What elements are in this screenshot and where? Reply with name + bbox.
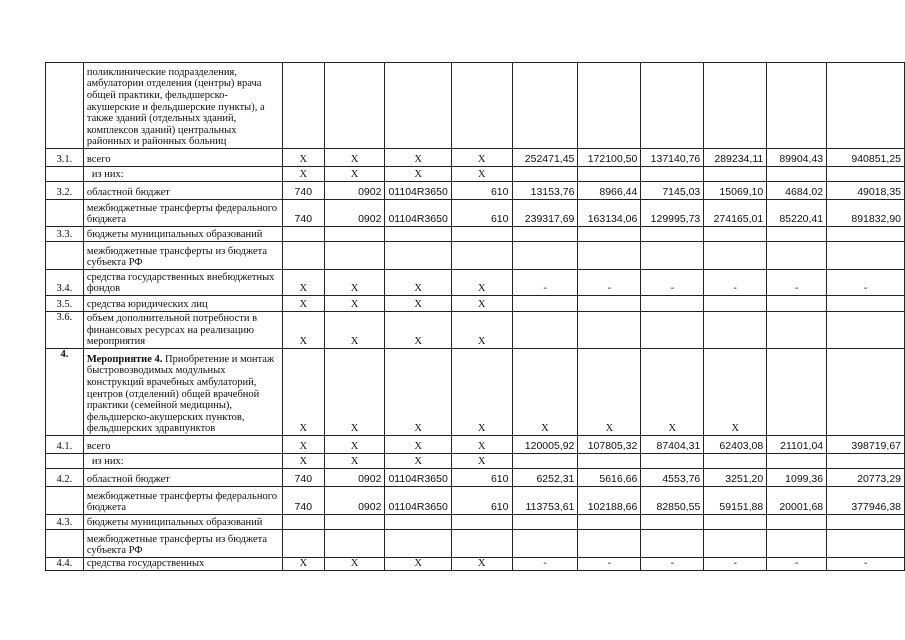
row-description: межбюджетные трансферты федерального бюджета (83, 200, 282, 227)
cell-grbs: Х (282, 296, 324, 312)
row-description: из них: (83, 454, 282, 469)
cell (385, 242, 451, 270)
cell (641, 296, 704, 312)
cell-value: 21101,04 (767, 436, 827, 454)
cell (641, 227, 704, 242)
measure-title: Мероприятие 4. (86, 353, 163, 365)
row-description: всего (83, 436, 282, 454)
cell-value: 15069,10 (704, 182, 767, 200)
table-row (46, 167, 905, 182)
row-description: областной бюджет (83, 182, 282, 200)
row-description: средства государственных (83, 558, 282, 571)
cell (385, 63, 451, 149)
cell-value: 129995,73 (641, 200, 704, 227)
cell-csr: 01104R3650 (385, 469, 451, 487)
cell-rzpr: 0902 (324, 200, 385, 227)
table-row (46, 454, 905, 469)
cell-csr: Х (385, 270, 451, 296)
cell (578, 296, 641, 312)
cell (282, 227, 324, 242)
cell (827, 242, 905, 270)
cell-value: Х (641, 349, 704, 436)
cell-value: 20001,68 (767, 487, 827, 515)
cell (578, 312, 641, 349)
row-description: межбюджетные трансферты из бюджета субъекта РФ (83, 530, 282, 558)
cell-value: Х (578, 349, 641, 436)
cell (578, 530, 641, 558)
cell (578, 242, 641, 270)
cell (282, 63, 324, 149)
table-row (46, 312, 905, 349)
cell (578, 167, 641, 182)
row-description: бюджеты муниципальных образований (83, 515, 282, 530)
cell (512, 242, 578, 270)
table-row (46, 436, 905, 454)
row-description: поликлинические подразделения, амбулатории отделения (центры) врача общей практики, фельдшерско-акушерские и фельдшерские пункты), а также зданий (отдельных зданий, комплексов зданий) центральных районных и районных больниц (83, 63, 282, 149)
cell-vr: 610 (451, 182, 512, 200)
cell-value: 62403,08 (704, 436, 767, 454)
cell-vr: Х (451, 270, 512, 296)
cell-value: 239317,69 (512, 200, 578, 227)
cell (324, 227, 385, 242)
table-row (46, 149, 905, 167)
row-number: 3.2. (46, 182, 84, 200)
cell-value: Х (704, 349, 767, 436)
cell (451, 227, 512, 242)
cell-grbs: Х (282, 454, 324, 469)
table-row (46, 558, 905, 571)
cell (512, 63, 578, 149)
cell-value: - (512, 558, 578, 571)
cell (827, 167, 905, 182)
cell (827, 296, 905, 312)
table-row (46, 182, 905, 200)
cell-value: 107805,32 (578, 436, 641, 454)
cell-value: 377946,38 (827, 487, 905, 515)
row-number: 3.5. (46, 296, 84, 312)
row-number (46, 200, 84, 227)
cell-vr: Х (451, 167, 512, 182)
row-number (46, 454, 84, 469)
cell-value: 5616,66 (578, 469, 641, 487)
cell-value: - (704, 270, 767, 296)
cell (827, 454, 905, 469)
cell-csr: Х (385, 149, 451, 167)
cell-value: 82850,55 (641, 487, 704, 515)
cell (704, 530, 767, 558)
cell-value: 6252,31 (512, 469, 578, 487)
cell-value: - (641, 558, 704, 571)
cell-vr: Х (451, 312, 512, 349)
cell (641, 63, 704, 149)
cell-vr: 610 (451, 469, 512, 487)
cell (578, 454, 641, 469)
cell (324, 530, 385, 558)
table-row (46, 530, 905, 558)
cell (578, 227, 641, 242)
cell-vr: Х (451, 349, 512, 436)
cell (282, 530, 324, 558)
cell (767, 454, 827, 469)
cell-grbs: Х (282, 436, 324, 454)
row-number (46, 487, 84, 515)
cell-value: 252471,45 (512, 149, 578, 167)
cell (324, 63, 385, 149)
row-number (46, 167, 84, 182)
row-description: объем дополнительной потребности в финансовых ресурсах на реализацию мероприятия (83, 312, 282, 349)
cell (704, 227, 767, 242)
cell (767, 242, 827, 270)
cell-csr: 01104R3650 (385, 200, 451, 227)
cell-value: - (767, 558, 827, 571)
cell-value: 13153,76 (512, 182, 578, 200)
cell-rzpr: Х (324, 296, 385, 312)
cell-vr: Х (451, 436, 512, 454)
cell (282, 242, 324, 270)
table-row (46, 270, 905, 296)
cell-csr: Х (385, 349, 451, 436)
cell (641, 530, 704, 558)
cell-rzpr: Х (324, 436, 385, 454)
row-number (46, 63, 84, 149)
cell-rzpr: Х (324, 454, 385, 469)
cell-csr: Х (385, 454, 451, 469)
cell-value: 8966,44 (578, 182, 641, 200)
cell-value: 87404,31 (641, 436, 704, 454)
cell (704, 242, 767, 270)
cell (512, 227, 578, 242)
cell (282, 515, 324, 530)
table-row (46, 227, 905, 242)
cell (704, 515, 767, 530)
cell-grbs: 740 (282, 182, 324, 200)
row-description: из них: (83, 167, 282, 182)
cell-grbs: Х (282, 349, 324, 436)
cell-value: 891832,90 (827, 200, 905, 227)
cell-value: Х (512, 349, 578, 436)
cell-rzpr: Х (324, 167, 385, 182)
cell-grbs: 740 (282, 469, 324, 487)
cell (385, 530, 451, 558)
cell (512, 167, 578, 182)
row-description: средства юридических лиц (83, 296, 282, 312)
cell-value: 89904,43 (767, 149, 827, 167)
row-number: 4. (46, 349, 84, 436)
row-description: областной бюджет (83, 469, 282, 487)
cell-vr: Х (451, 558, 512, 571)
cell (767, 296, 827, 312)
row-number: 4.1. (46, 436, 84, 454)
cell-csr: Х (385, 296, 451, 312)
row-description: средства государственных внебюджетных фондов (83, 270, 282, 296)
table-row (46, 63, 905, 149)
table-row (46, 200, 905, 227)
cell (512, 515, 578, 530)
cell (324, 242, 385, 270)
cell-value: 289234,11 (704, 149, 767, 167)
cell-value: 163134,06 (578, 200, 641, 227)
cell-grbs: Х (282, 558, 324, 571)
cell-value: - (641, 270, 704, 296)
row-number: 3.1. (46, 149, 84, 167)
cell (451, 530, 512, 558)
row-description: межбюджетные трансферты федерального бюджета (83, 487, 282, 515)
cell-grbs: Х (282, 312, 324, 349)
cell-value: 3251,20 (704, 469, 767, 487)
cell-value: 7145,03 (641, 182, 704, 200)
cell (512, 454, 578, 469)
cell (704, 312, 767, 349)
cell (512, 312, 578, 349)
row-number: 4.3. (46, 515, 84, 530)
table-row (46, 296, 905, 312)
cell (451, 242, 512, 270)
cell-value: 102188,66 (578, 487, 641, 515)
row-description: межбюджетные трансферты из бюджета субъекта РФ (83, 242, 282, 270)
cell (767, 167, 827, 182)
cell-value: 4553,76 (641, 469, 704, 487)
cell-value: 113753,61 (512, 487, 578, 515)
row-number: 3.4. (46, 270, 84, 296)
cell-rzpr: Х (324, 270, 385, 296)
cell-rzpr: 0902 (324, 182, 385, 200)
cell-csr: Х (385, 167, 451, 182)
cell-grbs: 740 (282, 487, 324, 515)
cell-value: - (704, 558, 767, 571)
table-row (46, 242, 905, 270)
cell-value: - (578, 558, 641, 571)
cell (827, 312, 905, 349)
cell-rzpr: Х (324, 312, 385, 349)
cell (827, 63, 905, 149)
cell (641, 515, 704, 530)
cell (578, 515, 641, 530)
cell (827, 515, 905, 530)
cell-value: 1099,36 (767, 469, 827, 487)
cell-value: 20773,29 (827, 469, 905, 487)
cell (512, 530, 578, 558)
row-number: 4.2. (46, 469, 84, 487)
cell (704, 296, 767, 312)
cell-vr: Х (451, 296, 512, 312)
cell (767, 63, 827, 149)
cell (704, 63, 767, 149)
cell-vr: Х (451, 149, 512, 167)
cell-csr: Х (385, 558, 451, 571)
cell (704, 454, 767, 469)
cell-vr: 610 (451, 200, 512, 227)
table-row (46, 349, 905, 436)
cell (827, 530, 905, 558)
cell (767, 515, 827, 530)
cell-rzpr: Х (324, 149, 385, 167)
cell-value: 137140,76 (641, 149, 704, 167)
row-description (83, 349, 282, 436)
row-description: бюджеты муниципальных образований (83, 227, 282, 242)
cell (385, 515, 451, 530)
cell (324, 515, 385, 530)
cell (767, 530, 827, 558)
table-row (46, 487, 905, 515)
cell-value: 59151,88 (704, 487, 767, 515)
cell-value: 49018,35 (827, 182, 905, 200)
cell (641, 454, 704, 469)
cell-value: 172100,50 (578, 149, 641, 167)
cell (451, 515, 512, 530)
cell-value: 274165,01 (704, 200, 767, 227)
measure-text: Приобретение и монтаж быстровозводимых модульных конструкций врачебных амбулаторий, центров (отделений) общей врачебной практики (семейной медицины), фельдшерско-акушерских пунктов, фельдшерских здравпунктов (86, 353, 275, 435)
table-row (46, 515, 905, 530)
cell-vr: 610 (451, 487, 512, 515)
row-number: 3.3. (46, 227, 84, 242)
cell-value: 85220,41 (767, 200, 827, 227)
cell (767, 312, 827, 349)
row-number: 3.6. (46, 312, 84, 349)
cell (641, 167, 704, 182)
cell-vr: Х (451, 454, 512, 469)
row-number: 4.4. (46, 558, 84, 571)
row-description: всего (83, 149, 282, 167)
cell-rzpr: Х (324, 558, 385, 571)
cell-value: - (827, 558, 905, 571)
table-row (46, 469, 905, 487)
cell (641, 312, 704, 349)
cell-value: - (767, 270, 827, 296)
cell-value: 940851,25 (827, 149, 905, 167)
row-number (46, 242, 84, 270)
cell (512, 296, 578, 312)
cell-value: 4684,02 (767, 182, 827, 200)
cell-csr: Х (385, 312, 451, 349)
cell (827, 227, 905, 242)
cell-value: - (827, 270, 905, 296)
cell (767, 227, 827, 242)
cell-rzpr: Х (324, 349, 385, 436)
cell (578, 63, 641, 149)
cell-rzpr: 0902 (324, 487, 385, 515)
row-number (46, 530, 84, 558)
cell (451, 63, 512, 149)
cell-csr: 01104R3650 (385, 487, 451, 515)
cell-grbs: Х (282, 167, 324, 182)
cell-value: - (578, 270, 641, 296)
cell-csr: Х (385, 436, 451, 454)
cell-value: 120005,92 (512, 436, 578, 454)
cell (767, 349, 827, 436)
cell-rzpr: 0902 (324, 469, 385, 487)
budget-table (45, 62, 905, 571)
cell-grbs: 740 (282, 200, 324, 227)
cell (641, 242, 704, 270)
cell-csr: 01104R3650 (385, 182, 451, 200)
cell (704, 167, 767, 182)
cell-value: - (512, 270, 578, 296)
cell (827, 349, 905, 436)
cell (385, 227, 451, 242)
cell-grbs: Х (282, 270, 324, 296)
cell-grbs: Х (282, 149, 324, 167)
cell-value: 398719,67 (827, 436, 905, 454)
